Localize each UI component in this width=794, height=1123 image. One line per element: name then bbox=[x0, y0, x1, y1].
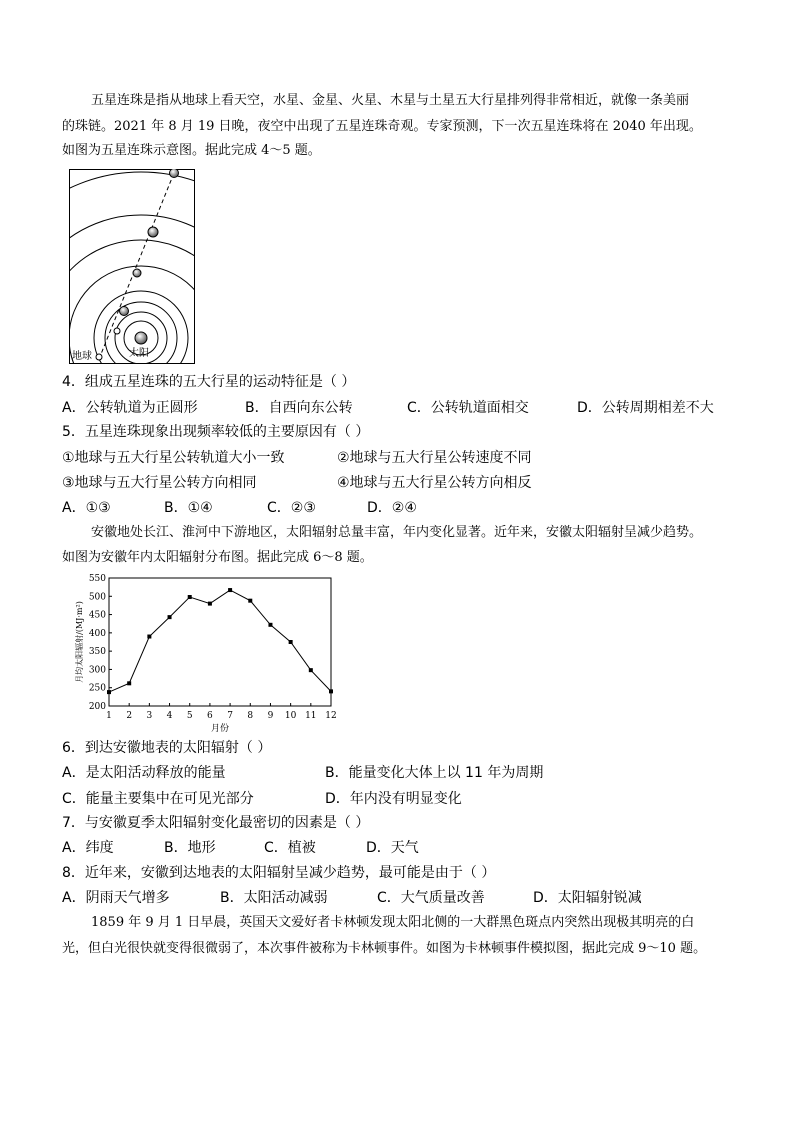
x-tick-label: 10 bbox=[284, 711, 297, 721]
q6-option-d: D．年内没有明显变化 bbox=[325, 791, 462, 807]
q5-item-2: ②地球与五大行星公转速度不同 bbox=[337, 450, 532, 466]
data-point bbox=[107, 690, 111, 694]
solar-radiation-chart bbox=[68, 572, 348, 737]
passage3-line: 光，但白光很快就变得很微弱了，本次事件被称为卡林顿事件。如图为卡林顿事件模拟图，据此完成 9～10 题。 bbox=[62, 941, 707, 956]
q4-option-d: D．公转周期相差不大 bbox=[577, 400, 714, 416]
q5-item-4: ④地球与五大行星公转方向相反 bbox=[337, 475, 532, 491]
q5-item-3: ③地球与五大行星公转方向相同 bbox=[62, 475, 257, 491]
planet-icon bbox=[170, 169, 179, 178]
y-axis-label: 月均太阳辐射/(MJ·m²) bbox=[75, 601, 84, 683]
x-tick-label: 12 bbox=[325, 711, 337, 721]
passage3-line: 1859 年 9 月 1 日早晨，英国天文爱好者卡林顿发现太阳北侧的一大群黑色斑点内突然出现极其明亮的白 bbox=[91, 915, 695, 930]
q8-option-c: C．大气质量改善 bbox=[377, 890, 485, 906]
passage1-line: 五星连珠是指从地球上看天空，水星、金星、火星、木星与土星五大行星排列得非常相近，就像一条美丽 bbox=[91, 93, 690, 108]
q4-option-b: B．自西向东公转 bbox=[245, 400, 353, 416]
y-tick-label: 550 bbox=[88, 574, 106, 584]
data-point bbox=[188, 595, 192, 599]
q8-option-a: A．阴雨天气增多 bbox=[62, 890, 170, 906]
y-tick-label: 500 bbox=[88, 592, 106, 603]
data-point bbox=[248, 599, 252, 603]
earth-label: 地球 bbox=[72, 351, 92, 362]
y-tick-label: 300 bbox=[88, 665, 106, 676]
q5-option-b: B．①④ bbox=[164, 500, 213, 516]
y-tick-label: 350 bbox=[88, 647, 106, 658]
x-tick-label: 9 bbox=[267, 711, 274, 721]
q5-option-a: A．①③ bbox=[62, 500, 111, 516]
y-tick-label: 250 bbox=[88, 683, 106, 694]
q5-option-c: C．②③ bbox=[267, 500, 316, 516]
x-tick-label: 7 bbox=[227, 711, 233, 721]
question-6-stem: 6．到达安徽地表的太阳辐射（ ） bbox=[62, 740, 272, 756]
x-tick-label: 3 bbox=[146, 711, 153, 721]
q4-option-c: C．公转轨道面相交 bbox=[407, 400, 529, 416]
data-point bbox=[208, 602, 212, 606]
q7-option-c: C．植被 bbox=[264, 840, 316, 856]
planet-icon bbox=[114, 328, 120, 334]
q6-option-b: B．能量变化大体上以 11 年为周期 bbox=[325, 765, 544, 781]
question-8-stem: 8．近年来，安徽到达地表的太阳辐射呈减少趋势，最可能是由于（ ） bbox=[62, 865, 496, 881]
x-tick-label: 4 bbox=[166, 711, 173, 721]
planet-icon bbox=[133, 269, 141, 277]
data-point bbox=[127, 681, 131, 685]
data-point bbox=[147, 635, 151, 639]
data-point bbox=[168, 615, 172, 619]
q4-option-a: A．公转轨道为正圆形 bbox=[62, 400, 198, 416]
planet-icon bbox=[120, 307, 129, 316]
passage2-line: 如图为安徽年内太阳辐射分布图。据此完成 6～8 题。 bbox=[62, 550, 373, 565]
q6-option-c: C．能量主要集中在可见光部分 bbox=[62, 791, 254, 807]
x-tick-label: 8 bbox=[247, 711, 254, 721]
x-tick-label: 5 bbox=[186, 711, 193, 721]
q5-option-d: D．②④ bbox=[367, 500, 417, 516]
x-tick-label: 11 bbox=[305, 711, 317, 721]
x-axis-label: 月份 bbox=[210, 724, 230, 734]
question-5-stem: 5．五星连珠现象出现频率较低的主要原因有（ ） bbox=[62, 424, 370, 440]
sun-label: 太阳 bbox=[129, 348, 149, 359]
series-line bbox=[109, 590, 331, 692]
sun-icon bbox=[135, 332, 147, 344]
x-tick-label: 1 bbox=[106, 711, 112, 721]
question-7-stem: 7．与安徽夏季太阳辐射变化最密切的因素是（ ） bbox=[62, 815, 370, 831]
y-tick-label: 450 bbox=[88, 610, 106, 621]
data-point bbox=[268, 623, 272, 627]
q5-item-1: ①地球与五大行星公转轨道大小一致 bbox=[62, 450, 285, 466]
passage2-line: 安徽地处长江、淮河中下游地区，太阳辐射总量丰富，年内变化显著。近年来，安徽太阳辐射呈减少趋势。 bbox=[91, 525, 703, 540]
planet-icon bbox=[148, 227, 158, 237]
data-point bbox=[309, 668, 313, 672]
q8-option-b: B．太阳活动减弱 bbox=[220, 890, 328, 906]
passage1-line: 的珠链。2021 年 8 月 19 日晚，夜空中出现了五星连珠奇观。专家预测，下一次五星连珠将在 2040 年出现。 bbox=[62, 119, 702, 134]
y-tick-label: 400 bbox=[88, 628, 106, 639]
data-point bbox=[289, 640, 293, 644]
x-tick-label: 2 bbox=[126, 711, 133, 721]
question-4-stem: 4．组成五星连珠的五大行星的运动特征是（ ） bbox=[62, 374, 356, 390]
q7-option-b: B．地形 bbox=[164, 840, 216, 856]
data-point bbox=[329, 689, 333, 693]
data-point bbox=[228, 588, 232, 592]
q8-option-d: D．太阳辐射锐减 bbox=[533, 890, 642, 906]
planet-alignment-figure bbox=[69, 169, 195, 364]
passage1-line: 如图为五星连珠示意图。据此完成 4～5 题。 bbox=[62, 143, 321, 158]
y-tick-label: 200 bbox=[88, 702, 106, 712]
q7-option-a: A．纬度 bbox=[62, 840, 114, 856]
q6-option-a: A．是太阳活动释放的能量 bbox=[62, 765, 226, 781]
q7-option-d: D．天气 bbox=[366, 840, 419, 856]
earth-icon bbox=[96, 354, 102, 360]
x-tick-label: 6 bbox=[207, 711, 213, 721]
